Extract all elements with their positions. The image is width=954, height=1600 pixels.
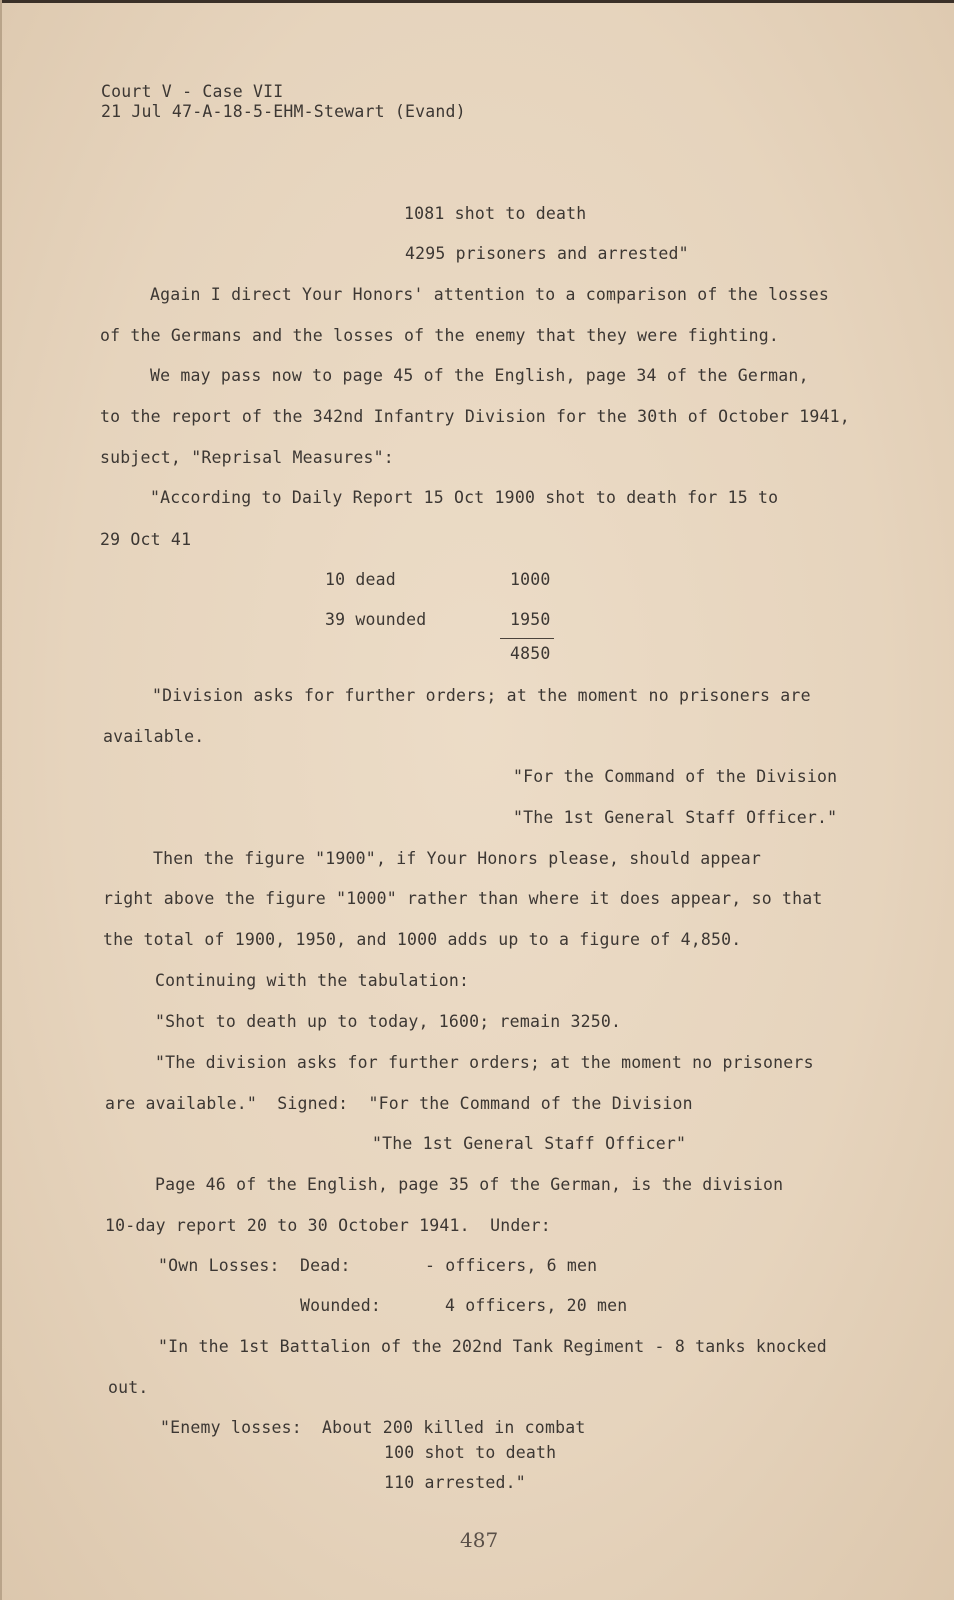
quote-line: available. (103, 727, 205, 746)
losses-wounded-label: Wounded: (300, 1296, 382, 1315)
losses-dead-value: - officers, 6 men (425, 1256, 598, 1275)
paragraph-line: Continuing with the tabulation: (155, 971, 470, 990)
enemy-losses-line: 110 arrested." (384, 1473, 526, 1492)
page-left-edge (0, 0, 2, 1600)
losses-dead-label: Dead: (300, 1256, 351, 1275)
signature-line: "For the Command of the Division (513, 767, 838, 786)
quote-line: "The division asks for further orders; at the moment no prisoners (155, 1053, 814, 1072)
quote-continuation-line: 1081 shot to death (404, 204, 587, 223)
paragraph-line: We may pass now to page 45 of the English, page 34 of the German, (150, 366, 809, 385)
losses-label: "Own Losses: (158, 1256, 280, 1275)
quote-line: "In the 1st Battalion of the 202nd Tank Regiment - 8 tanks knocked (158, 1337, 827, 1356)
tally-row-value: 1000 (510, 570, 551, 589)
losses-wounded-value: 4 officers, 20 men (445, 1296, 628, 1315)
quote-line: "Division asks for further orders; at the moment no prisoners are (152, 686, 811, 705)
paragraph-line: the total of 1900, 1950, and 1000 adds up to a figure of 4,850. (103, 930, 742, 949)
paragraph-line: Then the figure "1900", if Your Honors please, should appear (153, 849, 762, 868)
quote-line: out. (108, 1378, 149, 1397)
tally-row-value: 1950 (510, 610, 551, 629)
quote-line: 29 Oct 41 (100, 530, 192, 549)
page-number: 487 (460, 1528, 499, 1552)
page-top-edge (0, 0, 954, 3)
quote-line: "According to Daily Report 15 Oct 1900 shot to death for 15 to (150, 488, 779, 507)
signature-line: "The 1st General Staff Officer." (513, 808, 838, 827)
paragraph-line: 10-day report 20 to 30 October 1941. Under: (105, 1216, 551, 1235)
enemy-losses-label: "Enemy losses: (160, 1418, 302, 1437)
paragraph-line: Again I direct Your Honors' attention to a comparison of the losses (150, 285, 829, 304)
tally-total: 4850 (510, 644, 551, 663)
header-case-line: Court V - Case VII (101, 82, 284, 101)
enemy-losses-line: 100 shot to death (384, 1443, 557, 1462)
quote-line: "Shot to death up to today, 1600; remain 3250. (155, 1012, 622, 1031)
quote-line: are available." Signed: "For the Command of the Division (105, 1094, 693, 1113)
paragraph-line: right above the figure "1000" rather than where it does appear, so that (103, 889, 823, 908)
signature-line: "The 1st General Staff Officer" (372, 1134, 687, 1153)
tally-row-label: 10 dead (325, 570, 396, 589)
paragraph-line: of the Germans and the losses of the enemy that they were fighting. (100, 326, 779, 345)
paragraph-line: subject, "Reprisal Measures": (100, 448, 394, 467)
tally-row-label: 39 wounded (325, 610, 427, 629)
paragraph-line: to the report of the 342nd Infantry Division for the 30th of October 1941, (100, 407, 850, 426)
quote-continuation-line: 4295 prisoners and arrested" (405, 244, 689, 263)
enemy-losses-line: About 200 killed in combat (322, 1418, 586, 1437)
paragraph-line: Page 46 of the English, page 35 of the German, is the division (155, 1175, 784, 1194)
header-date-line: 21 Jul 47-A-18-5-EHM-Stewart (Evand) (101, 102, 466, 121)
tally-sum-rule (500, 638, 554, 639)
